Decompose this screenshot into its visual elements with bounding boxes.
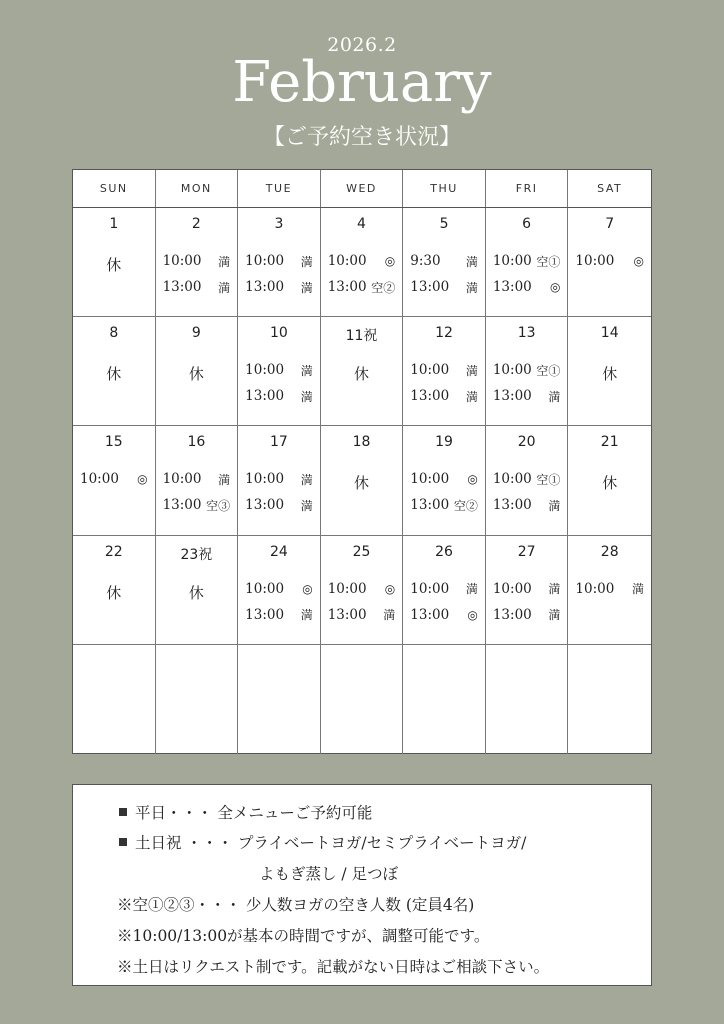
slot-status: 空② bbox=[371, 280, 396, 295]
slot-time: 13:00 bbox=[327, 279, 367, 295]
slot-time: 10:00 bbox=[575, 253, 615, 269]
calendar-day bbox=[568, 208, 651, 316]
calendar-day bbox=[238, 208, 321, 316]
slot-time: 13:00 bbox=[410, 606, 450, 623]
time-slot bbox=[156, 466, 238, 492]
slot-status: 満 bbox=[631, 582, 644, 597]
slot-time: 10:00 bbox=[162, 471, 202, 488]
time-slot bbox=[156, 492, 238, 518]
time-slot bbox=[486, 466, 568, 492]
day-number: 5 bbox=[439, 216, 449, 232]
slot-time: 13:00 bbox=[492, 606, 532, 623]
calendar-week bbox=[73, 536, 651, 645]
calendar-week bbox=[73, 208, 651, 317]
time-slot bbox=[238, 383, 320, 409]
slot-time: 13:00 bbox=[245, 497, 285, 514]
closed-label: 休 bbox=[106, 583, 122, 602]
time-slot bbox=[73, 466, 155, 492]
weekday-wed: WED bbox=[321, 170, 404, 207]
time-slots bbox=[321, 248, 403, 300]
calendar bbox=[72, 169, 652, 754]
slot-status: 満 bbox=[548, 608, 561, 623]
time-slots bbox=[156, 248, 238, 300]
time-slot bbox=[156, 274, 238, 300]
notes-box bbox=[72, 784, 652, 986]
calendar-day bbox=[403, 645, 486, 754]
day-number: 20 bbox=[517, 434, 536, 451]
closed-label: 休 bbox=[602, 474, 618, 493]
calendar-week bbox=[73, 426, 651, 535]
slot-time: 13:00 bbox=[492, 279, 532, 295]
calendar-day bbox=[486, 645, 569, 754]
calendar-day bbox=[321, 317, 404, 425]
day-number: 26 bbox=[435, 543, 453, 560]
slot-status: 満 bbox=[218, 280, 231, 295]
day-number: 15 bbox=[104, 434, 123, 451]
slot-time: 10:00 bbox=[410, 471, 450, 488]
slot-time: 10:00 bbox=[492, 580, 532, 597]
time-slot bbox=[403, 274, 485, 300]
bullet-square-icon bbox=[119, 808, 127, 816]
slot-status: 空③ bbox=[206, 498, 231, 513]
weekday-sun: SUN bbox=[73, 170, 156, 207]
slot-status: 満 bbox=[465, 280, 478, 295]
time-slot bbox=[568, 248, 651, 274]
slot-status: 満 bbox=[465, 363, 478, 378]
time-slot bbox=[238, 357, 320, 383]
slot-time: 10:00 bbox=[327, 580, 367, 597]
day-number: 8 bbox=[109, 325, 119, 342]
time-slot bbox=[403, 466, 485, 492]
day-number: 16 bbox=[187, 434, 206, 451]
calendar-day bbox=[403, 426, 486, 534]
time-slot bbox=[238, 492, 320, 518]
time-slots bbox=[403, 248, 485, 300]
time-slot bbox=[238, 248, 320, 274]
slot-status: 満 bbox=[548, 582, 561, 597]
slot-status: 満 bbox=[300, 608, 313, 623]
day-number: 27 bbox=[517, 543, 536, 560]
day-number: 7 bbox=[605, 216, 615, 232]
time-slot bbox=[238, 602, 320, 628]
slot-status: ◎ bbox=[633, 254, 644, 268]
time-slot bbox=[403, 492, 485, 518]
calendar-day bbox=[568, 536, 651, 644]
weekday-thu: THU bbox=[403, 170, 486, 207]
time-slot bbox=[403, 357, 485, 383]
closed-label: 休 bbox=[188, 583, 204, 602]
slot-status: ◎ bbox=[549, 280, 561, 294]
slot-time: 10:00 bbox=[245, 580, 285, 597]
slot-time: 10:00 bbox=[492, 253, 532, 269]
weekday-header bbox=[73, 170, 651, 208]
day-number: 21 bbox=[600, 434, 619, 451]
calendar-day bbox=[568, 317, 651, 425]
slot-time: 10:00 bbox=[245, 362, 285, 379]
weekday-sat: SAT bbox=[597, 182, 623, 195]
slot-time: 13:00 bbox=[245, 606, 285, 623]
slot-status: 満 bbox=[218, 254, 231, 269]
time-slots bbox=[568, 576, 651, 602]
slot-time: 10:00 bbox=[492, 471, 532, 488]
day-number: 19 bbox=[435, 434, 453, 451]
slot-status: 空① bbox=[536, 363, 561, 378]
day-number: 6 bbox=[522, 216, 532, 232]
time-slot bbox=[238, 576, 320, 602]
time-slot bbox=[321, 602, 403, 628]
slot-status: 空① bbox=[536, 472, 561, 487]
calendar-week bbox=[73, 645, 651, 754]
day-number: 28 bbox=[600, 543, 619, 560]
calendar-day bbox=[486, 317, 569, 425]
day-number: 13 bbox=[517, 325, 536, 342]
time-slots bbox=[238, 466, 320, 518]
slot-status: 満 bbox=[300, 498, 313, 513]
time-slot bbox=[321, 248, 403, 274]
slot-time: 13:00 bbox=[492, 388, 532, 405]
time-slot bbox=[403, 576, 485, 602]
day-number: 11祝 bbox=[345, 328, 378, 345]
note-request: ※土日はリクエスト制です。記載がない日時はご相談下さい。 bbox=[117, 958, 550, 976]
calendar-day bbox=[568, 426, 651, 534]
note-time: ※10:00/13:00が基本の時間ですが、調整可能です。 bbox=[117, 927, 490, 945]
time-slot bbox=[486, 383, 568, 409]
slot-status: ◎ bbox=[137, 472, 148, 487]
note-weekend-cont: よもぎ蒸し / 足つぼ bbox=[259, 865, 399, 883]
time-slots bbox=[486, 248, 568, 300]
time-slot bbox=[403, 248, 485, 274]
note-weekend-text: 土日祝 ・・・ プライベートヨガ/セミプライベートヨガ/ bbox=[135, 834, 527, 852]
slot-time: 10:00 bbox=[410, 362, 450, 379]
time-slots bbox=[238, 357, 320, 409]
slot-status: 満 bbox=[465, 254, 478, 269]
calendar-day bbox=[321, 208, 404, 316]
day-number: 2 bbox=[191, 216, 201, 232]
time-slot bbox=[321, 576, 403, 602]
calendar-day bbox=[238, 317, 321, 425]
slot-time: 10:00 bbox=[575, 580, 615, 597]
calendar-day bbox=[321, 536, 404, 644]
slot-status: ◎ bbox=[384, 254, 396, 268]
slot-status: 満 bbox=[465, 582, 478, 597]
calendar-day bbox=[73, 208, 156, 316]
slot-status: 満 bbox=[300, 280, 313, 295]
calendar-day bbox=[321, 426, 404, 534]
time-slot bbox=[486, 602, 568, 628]
time-slots bbox=[486, 576, 568, 628]
calendar-day bbox=[403, 536, 486, 644]
day-number: 14 bbox=[600, 325, 619, 342]
calendar-day bbox=[156, 208, 239, 316]
closed-label: 休 bbox=[106, 365, 122, 384]
time-slots bbox=[486, 357, 568, 409]
calendar-day bbox=[73, 536, 156, 644]
availability-subtitle: 【ご予約空き状況】 bbox=[262, 125, 461, 150]
day-number: 4 bbox=[357, 216, 366, 232]
time-slot bbox=[238, 466, 320, 492]
note-weekend bbox=[119, 831, 526, 853]
closed-label: 休 bbox=[602, 365, 618, 384]
weekday-tue: TUE bbox=[238, 170, 321, 207]
time-slot bbox=[486, 274, 568, 300]
slot-time: 10:00 bbox=[410, 580, 450, 597]
slot-status: 満 bbox=[300, 472, 313, 487]
slot-status: 満 bbox=[218, 472, 231, 487]
calendar-day bbox=[403, 317, 486, 425]
calendar-day bbox=[321, 645, 404, 754]
time-slots bbox=[486, 466, 568, 518]
time-slot bbox=[238, 274, 320, 300]
slot-time: 13:00 bbox=[410, 388, 450, 405]
time-slots bbox=[238, 576, 320, 628]
bullet-square-icon bbox=[119, 838, 127, 846]
slot-time: 13:00 bbox=[245, 279, 285, 295]
slot-time: 10:00 bbox=[327, 253, 367, 269]
time-slot bbox=[486, 357, 568, 383]
time-slot bbox=[568, 576, 651, 602]
slot-status: 空② bbox=[453, 498, 478, 513]
slot-status: ◎ bbox=[467, 607, 478, 622]
calendar-weeks bbox=[73, 208, 651, 754]
slot-time: 13:00 bbox=[162, 279, 202, 295]
calendar-day bbox=[486, 536, 569, 644]
closed-label: 休 bbox=[353, 474, 369, 493]
slot-status: 満 bbox=[300, 363, 313, 378]
calendar-day bbox=[486, 426, 569, 534]
weekday-mon: MON bbox=[156, 170, 239, 207]
slot-status: ◎ bbox=[384, 581, 396, 596]
slot-status: 満 bbox=[383, 608, 396, 623]
slot-status: 満 bbox=[548, 389, 561, 404]
time-slots bbox=[403, 466, 485, 518]
slot-status: 満 bbox=[548, 498, 561, 513]
slot-status: ◎ bbox=[302, 581, 313, 596]
slot-time: 13:00 bbox=[162, 497, 202, 514]
note-weekday-text: 平日・・・ 全メニューご予約可能 bbox=[135, 804, 373, 822]
slot-time: 13:00 bbox=[327, 606, 367, 623]
calendar-day bbox=[156, 536, 239, 644]
day-number: 9 bbox=[191, 325, 201, 342]
calendar-day bbox=[486, 208, 569, 316]
closed-label: 休 bbox=[188, 365, 204, 384]
slot-time: 13:00 bbox=[245, 388, 285, 405]
slot-time: 13:00 bbox=[410, 279, 450, 295]
time-slot bbox=[486, 492, 568, 518]
calendar-day bbox=[73, 645, 156, 754]
day-number: 1 bbox=[109, 216, 119, 232]
time-slots bbox=[403, 576, 485, 628]
slot-time: 10:00 bbox=[245, 253, 285, 269]
calendar-week bbox=[73, 317, 651, 426]
time-slot bbox=[403, 383, 485, 409]
calendar-day bbox=[73, 426, 156, 534]
day-number: 10 bbox=[270, 325, 288, 342]
day-number: 12 bbox=[435, 325, 453, 342]
slot-time: 10:00 bbox=[80, 471, 119, 488]
calendar-day bbox=[156, 317, 239, 425]
time-slot bbox=[321, 274, 403, 300]
slot-status: 満 bbox=[300, 254, 313, 269]
day-number: 25 bbox=[352, 543, 371, 560]
time-slot bbox=[403, 602, 485, 628]
slot-status: 満 bbox=[465, 389, 478, 404]
day-number: 3 bbox=[274, 216, 284, 232]
year-label: 2026.2 bbox=[327, 34, 397, 56]
slot-status: 満 bbox=[300, 389, 313, 404]
calendar-day bbox=[156, 645, 239, 754]
day-number: 24 bbox=[270, 543, 288, 560]
weekday-fri: FRI bbox=[486, 170, 569, 207]
calendar-day bbox=[238, 645, 321, 754]
slot-time: 10:00 bbox=[162, 253, 202, 269]
slot-time: 13:00 bbox=[410, 497, 450, 514]
slot-time: 10:00 bbox=[492, 362, 532, 379]
time-slot bbox=[486, 248, 568, 274]
closed-label: 休 bbox=[106, 256, 122, 274]
day-number: 22 bbox=[104, 543, 123, 560]
closed-label: 休 bbox=[353, 365, 369, 384]
day-number: 18 bbox=[352, 434, 371, 451]
calendar-day bbox=[568, 645, 651, 754]
time-slots bbox=[156, 466, 238, 518]
slot-status: 空① bbox=[536, 254, 561, 269]
time-slots bbox=[568, 248, 651, 274]
note-vacancy: ※空①②③・・・ 少人数ヨガの空き人数 (定員4名) bbox=[117, 896, 475, 914]
calendar-day bbox=[403, 208, 486, 316]
slot-time: 9:30 bbox=[410, 253, 441, 269]
calendar-day bbox=[156, 426, 239, 534]
slot-status: ◎ bbox=[467, 472, 478, 487]
slot-time: 10:00 bbox=[245, 471, 285, 488]
day-number: 23祝 bbox=[180, 546, 213, 563]
time-slots bbox=[73, 466, 155, 492]
month-title: February bbox=[232, 50, 492, 115]
time-slot bbox=[486, 576, 568, 602]
calendar-day bbox=[238, 426, 321, 534]
slot-time: 13:00 bbox=[492, 497, 532, 514]
time-slot bbox=[156, 248, 238, 274]
day-number: 17 bbox=[270, 434, 288, 451]
calendar-day bbox=[238, 536, 321, 644]
note-weekday bbox=[119, 801, 372, 823]
time-slots bbox=[403, 357, 485, 409]
calendar-day bbox=[73, 317, 156, 425]
time-slots bbox=[238, 248, 320, 300]
time-slots bbox=[321, 576, 403, 628]
